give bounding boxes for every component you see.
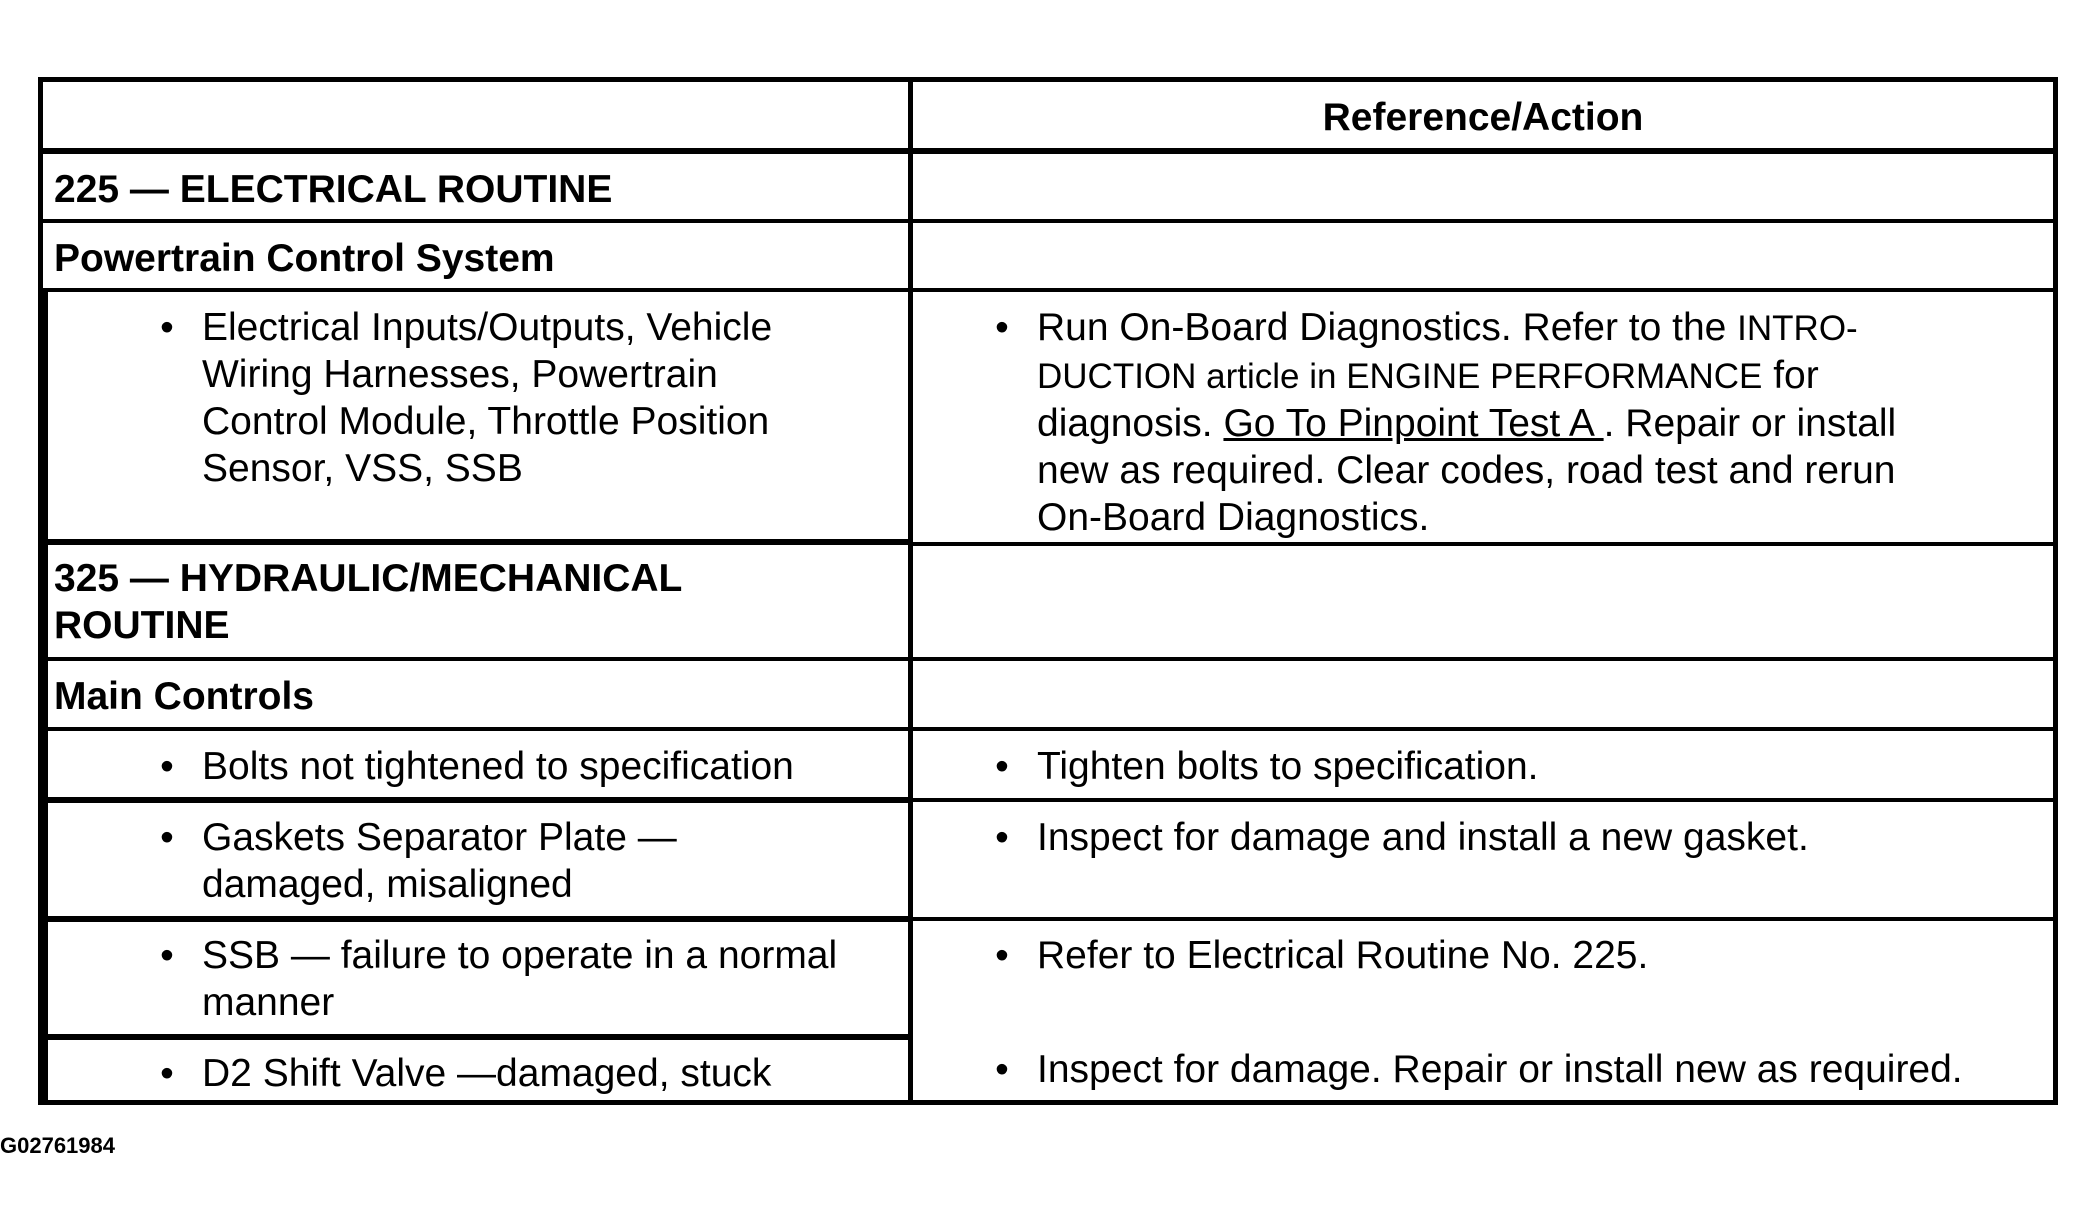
list-item [152,814,902,914]
row-right-text: Inspect for damage. Repair or install new as required. [1037,1048,1963,1091]
action-text: Run On-Board Diagnostics. Refer to the [1037,306,1738,349]
list-item [987,932,2047,982]
action-text: DUCTION article in ENGINE PERFORMANCE [1037,357,1763,396]
bullet-icon: • [995,816,1009,859]
list-item [152,743,902,793]
bullet-icon: • [160,1052,174,1095]
row-left-text: SSB — failure to operate in a normal manner [202,934,838,1024]
bullet-icon: • [995,934,1009,977]
powertrain-heading: Powertrain Control System [54,237,555,280]
action-text: On-Board Diagnostics. [1037,496,1430,539]
list-item [987,304,2047,544]
row-right-text: Tighten bolts to specification. [1037,745,1539,788]
action-text: diagnosis. [1037,402,1224,445]
section-225-heading: 225 — ELECTRICAL ROUTINE [54,168,613,211]
row-divider [42,1034,908,1040]
row-divider [38,657,2058,661]
bullet-icon: • [160,934,174,977]
row-divider [42,539,908,545]
action-text: new as required. Clear codes, road test and rerun [1037,449,1896,492]
figure-id: G02761984 [0,1133,115,1158]
row-divider [38,727,2058,731]
action-text: INTRO- [1737,309,1858,348]
row-divider [38,288,2058,292]
row-divider [38,148,2058,154]
action-text: for [1762,354,1819,397]
header-reference-action: Reference/Action [1322,96,1644,139]
powertrain-action [1037,304,1896,541]
row-right-text: Refer to Electrical Routine No. 225. [1037,934,1649,977]
list-item [987,814,2047,864]
list-item [987,1046,2047,1096]
bullet-icon: • [160,816,174,859]
bullet-icon: • [160,306,174,349]
list-item [152,932,902,1032]
row-left-text: D2 Shift Valve —damaged, stuck [202,1052,772,1095]
list-item [152,1050,902,1100]
bullet-icon: • [995,745,1009,788]
bullet-icon: • [995,306,1009,349]
list-item [152,304,902,534]
main-controls-heading: Main Controls [54,675,314,718]
row-divider [908,798,2058,802]
row-divider [42,797,908,803]
row-left-text: Gaskets Separator Plate — damaged, misaligned [202,816,677,906]
action-text: . Repair or install [1603,402,1897,445]
section-325-heading: 325 — HYDRAULIC/MECHANICAL ROUTINE [54,557,683,647]
row-divider [42,916,908,922]
pinpoint-test-link[interactable]: Go To Pinpoint Test A [1223,402,1604,445]
left-border-accent [42,288,48,1105]
list-item [987,743,2047,793]
row-divider [38,219,2058,223]
bullet-icon: • [995,1048,1009,1091]
row-divider [908,917,2058,921]
column-divider [908,77,913,1105]
bullet-icon: • [160,745,174,788]
row-right-text: Inspect for damage and install a new gasket. [1037,816,1809,859]
powertrain-items: Electrical Inputs/Outputs, Vehicle Wiring Harnesses, Powertrain Control Module, Throttle Position Sensor, VSS, SSB [202,306,773,490]
row-left-text: Bolts not tightened to specification [202,745,794,788]
